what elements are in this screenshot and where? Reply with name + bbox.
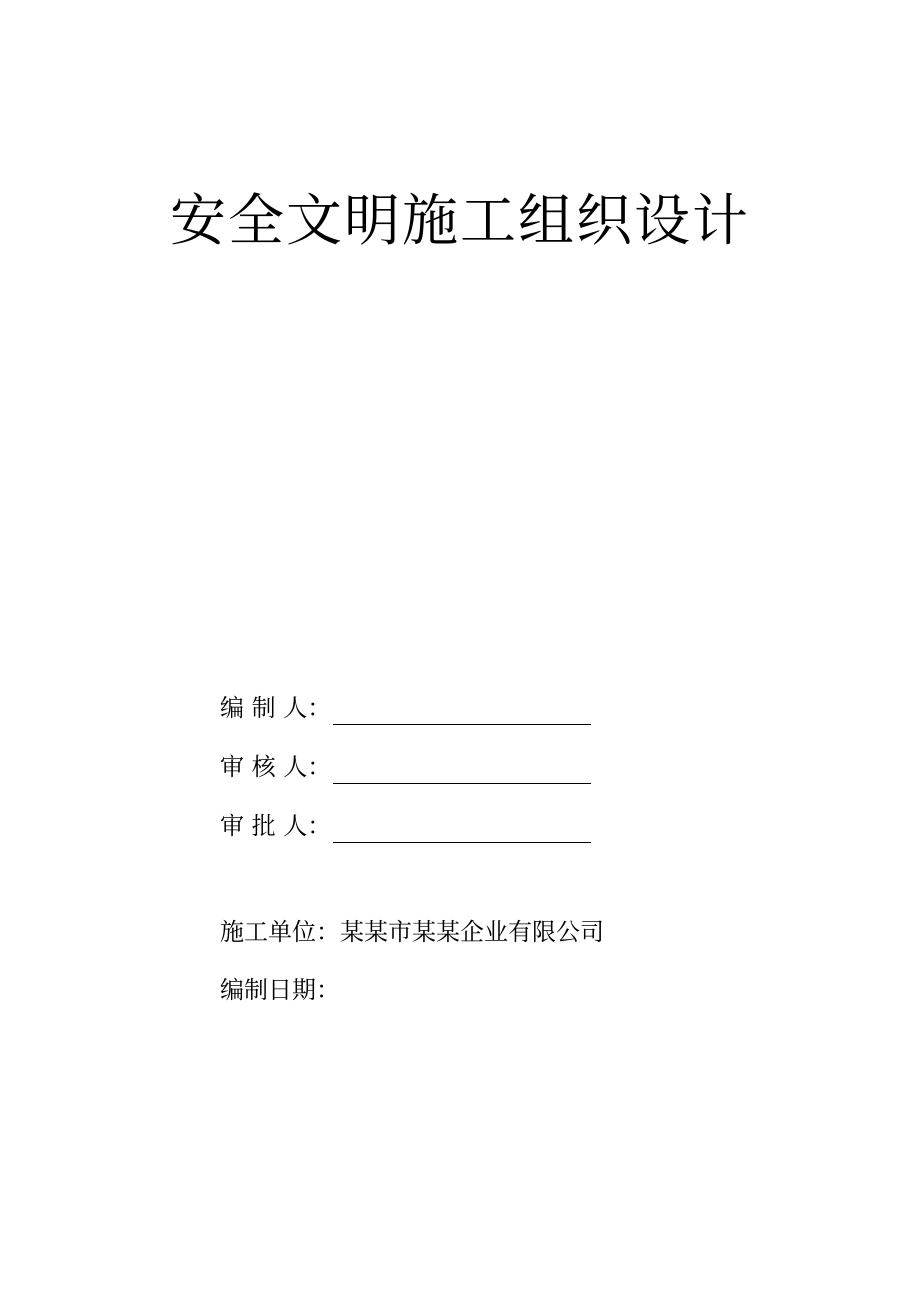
construction-company-line: 施工单位：某某市某某企业有限公司 [220, 918, 604, 946]
compile-date-line: 编制日期： [220, 976, 340, 1004]
signature-line-approver [333, 816, 591, 843]
signature-row-compiler [220, 691, 591, 725]
signature-label-compiler: 编 制 人： [220, 694, 332, 722]
signature-label-reviewer: 审 核 人： [220, 753, 332, 781]
signature-line-compiler [333, 698, 591, 725]
document-title: 安全文明施工组织设计 [170, 189, 750, 254]
signature-label-approver: 审 批 人： [220, 812, 332, 840]
signature-line-reviewer [333, 757, 591, 784]
signature-row-approver [220, 809, 591, 843]
signature-row-reviewer [220, 750, 591, 784]
